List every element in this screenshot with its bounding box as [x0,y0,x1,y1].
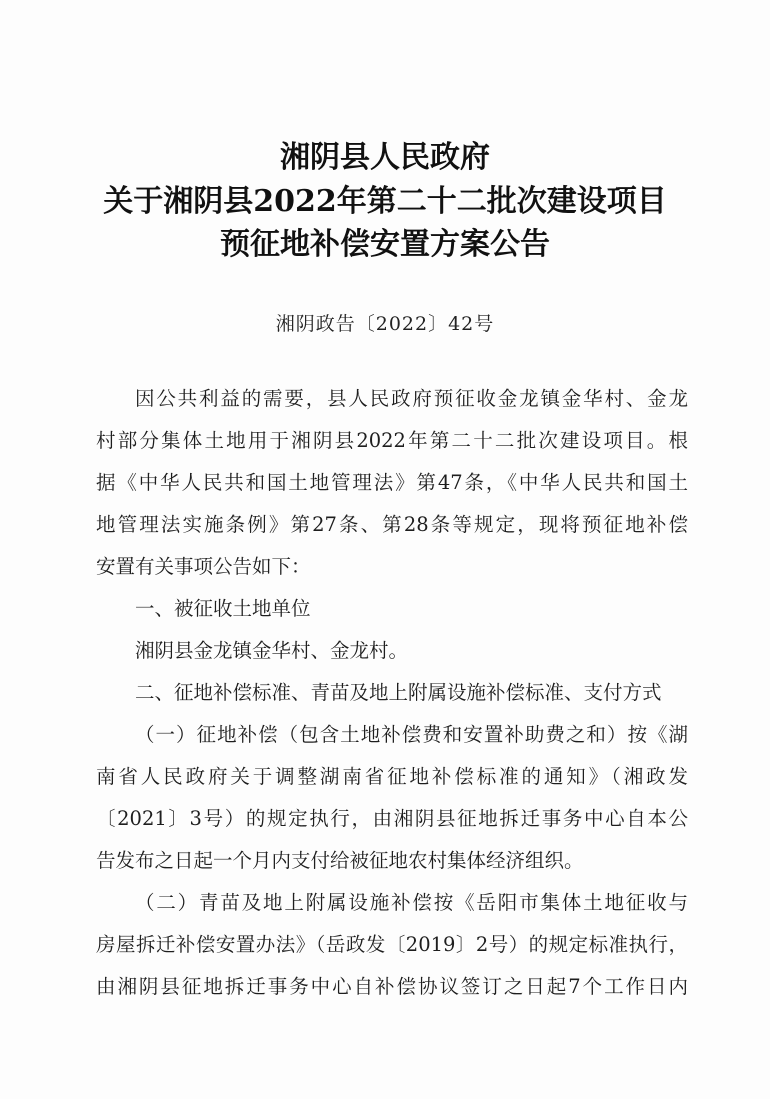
section-heading: 一、被征收土地单位 [135,597,311,620]
section-heading: 二、征地补偿标准、青苗及地上附属设施补偿标准、支付方式 [135,681,662,704]
title-line-3: 预征地补偿安置方案公告 [220,227,550,262]
body-line: 安置有关事项公告如下： [96,555,311,578]
body-line: （二）青苗及地上附属设施补偿按《岳阳市集体土地征收与 [135,891,688,914]
body-line: 告发布之日起一个月内支付给被征地农村集体经济组织。 [96,849,584,872]
body-line: 由湘阴县征地拆迁事务中心自补偿协议签订之日起7个工作日内 [96,975,688,998]
title-line-1: 湘阴县人民政府 [280,140,490,175]
body-line: 村部分集体土地用于湘阴县2022年第二十二批次建设项目。根 [96,429,688,452]
body-line: 房屋拆迁补偿安置办法》（岳政发〔2019〕2号）的规定标准执行， [96,933,688,956]
body-line: 〔2021〕3号）的规定执行，由湘阴县征地拆迁事务中心自本公 [96,807,688,830]
document-number: 湘阴政告〔2022〕42号 [275,313,495,335]
body-line: 湘阴县金龙镇金华村、金龙村。 [135,639,409,662]
body-line: 因公共利益的需要，县人民政府预征收金龙镇金华村、金龙 [135,387,688,410]
body-line: 地管理法实施条例》第27条、第28条等规定，现将预征地补偿 [96,513,688,536]
title-line-2: 关于湘阴县2022年第二十二批次建设项目 [103,184,667,219]
body-line: 南省人民政府关于调整湖南省征地补偿标准的通知》（湘政发 [96,765,688,788]
body-line: 据《中华人民共和国土地管理法》第47条，《中华人民共和国土 [96,471,688,494]
body-line: （一）征地补偿（包含土地补偿费和安置补助费之和）按《湖 [135,723,688,746]
